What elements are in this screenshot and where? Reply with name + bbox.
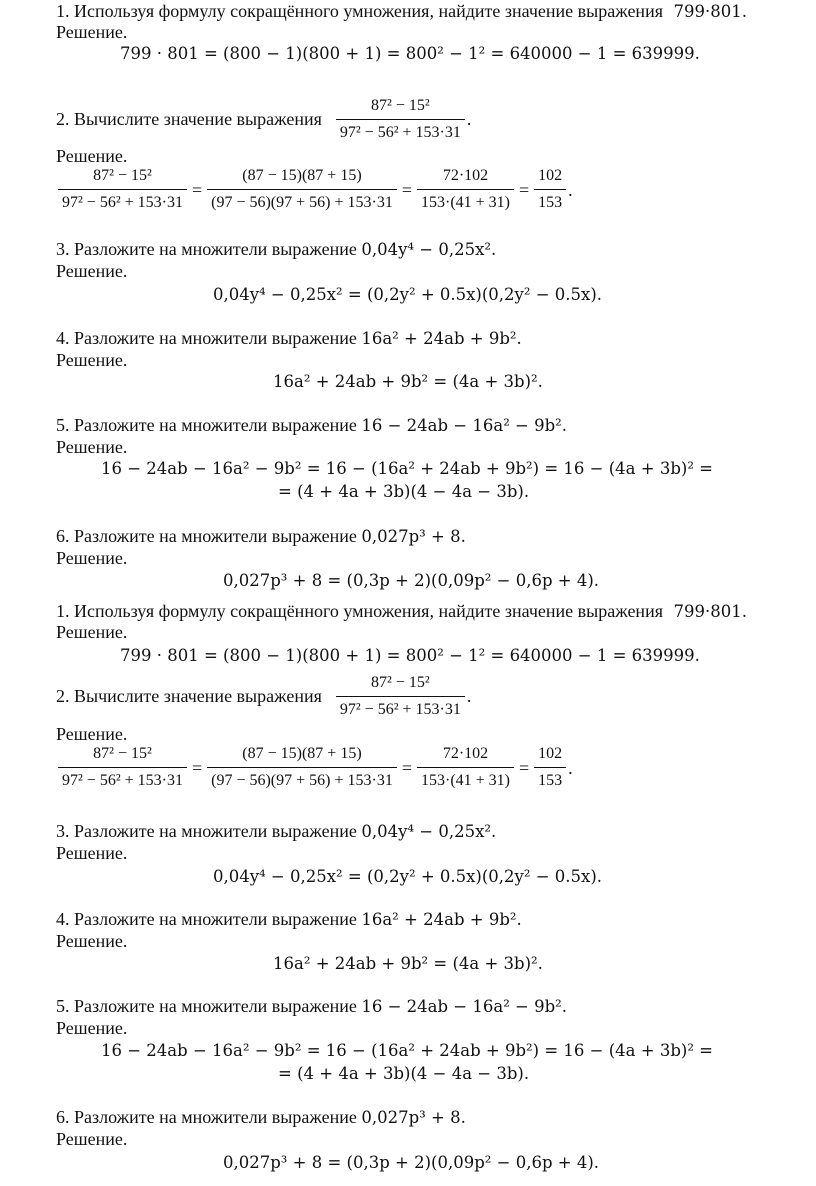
- task-5-solution-label: Решение.: [56, 437, 128, 457]
- task-2-solution: $\frac{\text{87² − 15²}}{\text{97² − 56² + 153·31}}$ = $\frac{(87 - 15)(87 + 15)}{(97 - 56)(97 + 56) + 153\cdot 31}$ = $\frac{72\cdot 102}{153\cdot(41 + 31)}$ = $\frac{102}{153}$ .: [56, 165, 573, 214]
- task-6-solution-label: Решение.: [56, 1129, 128, 1149]
- task-3-statement: 3. Разложите на множители выражение 0,04y⁴ − 0,25x².: [56, 239, 497, 259]
- task-2-solution-label: Решение.: [56, 724, 128, 744]
- task-6-solution: 0,027p³ + 8 = (0,3p + 2)(0,09p² − 0,6p + 4).: [223, 571, 599, 590]
- task-1-solution-label: Решение.: [56, 622, 128, 642]
- task-4-statement: 4. Разложите на множители выражение 16a² + 24ab + 9b².: [56, 909, 522, 929]
- task-4-statement: 4. Разложите на множители выражение 16a² + 24ab + 9b².: [56, 328, 522, 348]
- task-3-solution-label: Решение.: [56, 843, 128, 863]
- task-2-statement: 2. Вычислите значение выражения $\frac{\text{87² − 15²}}{\text{97² − 56² + 153·31}}$ .: [56, 670, 471, 722]
- solution-fraction-1: $\frac{\text{87² − 15²}}{\text{97² − 56² + 153·31}}$: [58, 743, 187, 792]
- task-4-solution: 16a² + 24ab + 9b² = (4a + 3b)².: [273, 372, 543, 391]
- task-3-solution-label: Решение.: [56, 261, 128, 281]
- task-5-solution-line-1: 16 − 24ab − 16a² − 9b² = 16 − (16a² + 24ab + 9b²) = 16 − (4a + 3b)² =: [101, 1041, 713, 1060]
- solution-fraction-1: $\frac{\text{87² − 15²}}{\text{97² − 56² + 153·31}}$: [58, 165, 187, 214]
- task-2-fraction: $\frac{\text{87² − 15²}}{\text{97² − 56² + 153·31}}$: [336, 95, 465, 144]
- task-2-fraction: $\frac{\text{87² − 15²}}{\text{97² − 56² + 153·31}}$: [336, 672, 465, 721]
- task-4-solution: 16a² + 24ab + 9b² = (4a + 3b)².: [273, 954, 543, 973]
- task-2-statement: 2. Вычислите значение выражения $\frac{\text{87² − 15²}}{\text{97² − 56² + 153·31}}$ .: [56, 93, 471, 145]
- task-1-solution: 799 · 801 = (800 − 1)(800 + 1) = 800² − 1² = 640000 − 1 = 639999.: [120, 44, 700, 63]
- task-3-solution: 0,04y⁴ − 0,25x² = (0,2y² + 0.5x)(0,2y² − 0.5x).: [213, 867, 603, 886]
- solution-fraction-2: $\frac{(87 - 15)(87 + 15)}{(97 - 56)(97 + 56) + 153\cdot 31}$: [207, 165, 397, 214]
- task-4-solution-label: Решение.: [56, 350, 128, 370]
- solution-fraction-3: $\frac{72\cdot 102}{153\cdot(41 + 31)}$: [417, 165, 514, 214]
- task-3-statement: 3. Разложите на множители выражение 0,04y⁴ − 0,25x².: [56, 821, 497, 841]
- task-6-statement: 6. Разложите на множители выражение 0,027p³ + 8.: [56, 1107, 466, 1127]
- task-5-statement: 5. Разложите на множители выражение 16 − 24ab − 16a² − 9b².: [56, 415, 568, 435]
- task-5-statement: 5. Разложите на множители выражение 16 − 24ab − 16a² − 9b².: [56, 996, 568, 1016]
- task-6-solution: 0,027p³ + 8 = (0,3p + 2)(0,09p² − 0,6p + 4).: [223, 1153, 599, 1172]
- task-4-solution-label: Решение.: [56, 931, 128, 951]
- task-2-solution: $\frac{\text{87² − 15²}}{\text{97² − 56² + 153·31}}$ = $\frac{(87 - 15)(87 + 15)}{(97 - 56)(97 + 56) + 153\cdot 31}$ = $\frac{72\cdot 102}{153\cdot(41 + 31)}$ = $\frac{102}{153}$ .: [56, 743, 573, 792]
- task-2-solution-label: Решение.: [56, 146, 128, 166]
- task-5-solution-label: Решение.: [56, 1018, 128, 1038]
- solution-fraction-3: $\frac{72\cdot 102}{153\cdot(41 + 31)}$: [417, 743, 514, 792]
- task-5-solution-line-1: 16 − 24ab − 16a² − 9b² = 16 − (16a² + 24ab + 9b²) = 16 − (4a + 3b)² =: [101, 459, 713, 478]
- solution-fraction-4: $\frac{102}{153}$: [534, 743, 566, 792]
- task-5-solution-line-2: = (4 + 4a + 3b)(4 − 4a − 3b).: [278, 1064, 530, 1083]
- task-1-statement: 1. Используя формулу сокращённого умножения, найдите значение выражения 799·801.: [56, 601, 747, 621]
- task-3-solution: 0,04y⁴ − 0,25x² = (0,2y² + 0.5x)(0,2y² − 0.5x).: [213, 285, 603, 304]
- task-1-solution: 799 · 801 = (800 − 1)(800 + 1) = 800² − 1² = 640000 − 1 = 639999.: [120, 646, 700, 665]
- task-1-statement: 1. Используя формулу сокращённого умножения, найдите значение выражения 799·801.: [56, 1, 747, 21]
- task-6-statement: 6. Разложите на множители выражение 0,027p³ + 8.: [56, 526, 466, 546]
- task-6-solution-label: Решение.: [56, 548, 128, 568]
- task-1-solution-label: Решение.: [56, 22, 128, 42]
- task-5-solution-line-2: = (4 + 4a + 3b)(4 − 4a − 3b).: [278, 482, 530, 501]
- solution-fraction-2: $\frac{(87 - 15)(87 + 15)}{(97 - 56)(97 + 56) + 153\cdot 31}$: [207, 743, 397, 792]
- solution-fraction-4: $\frac{102}{153}$: [534, 165, 566, 214]
